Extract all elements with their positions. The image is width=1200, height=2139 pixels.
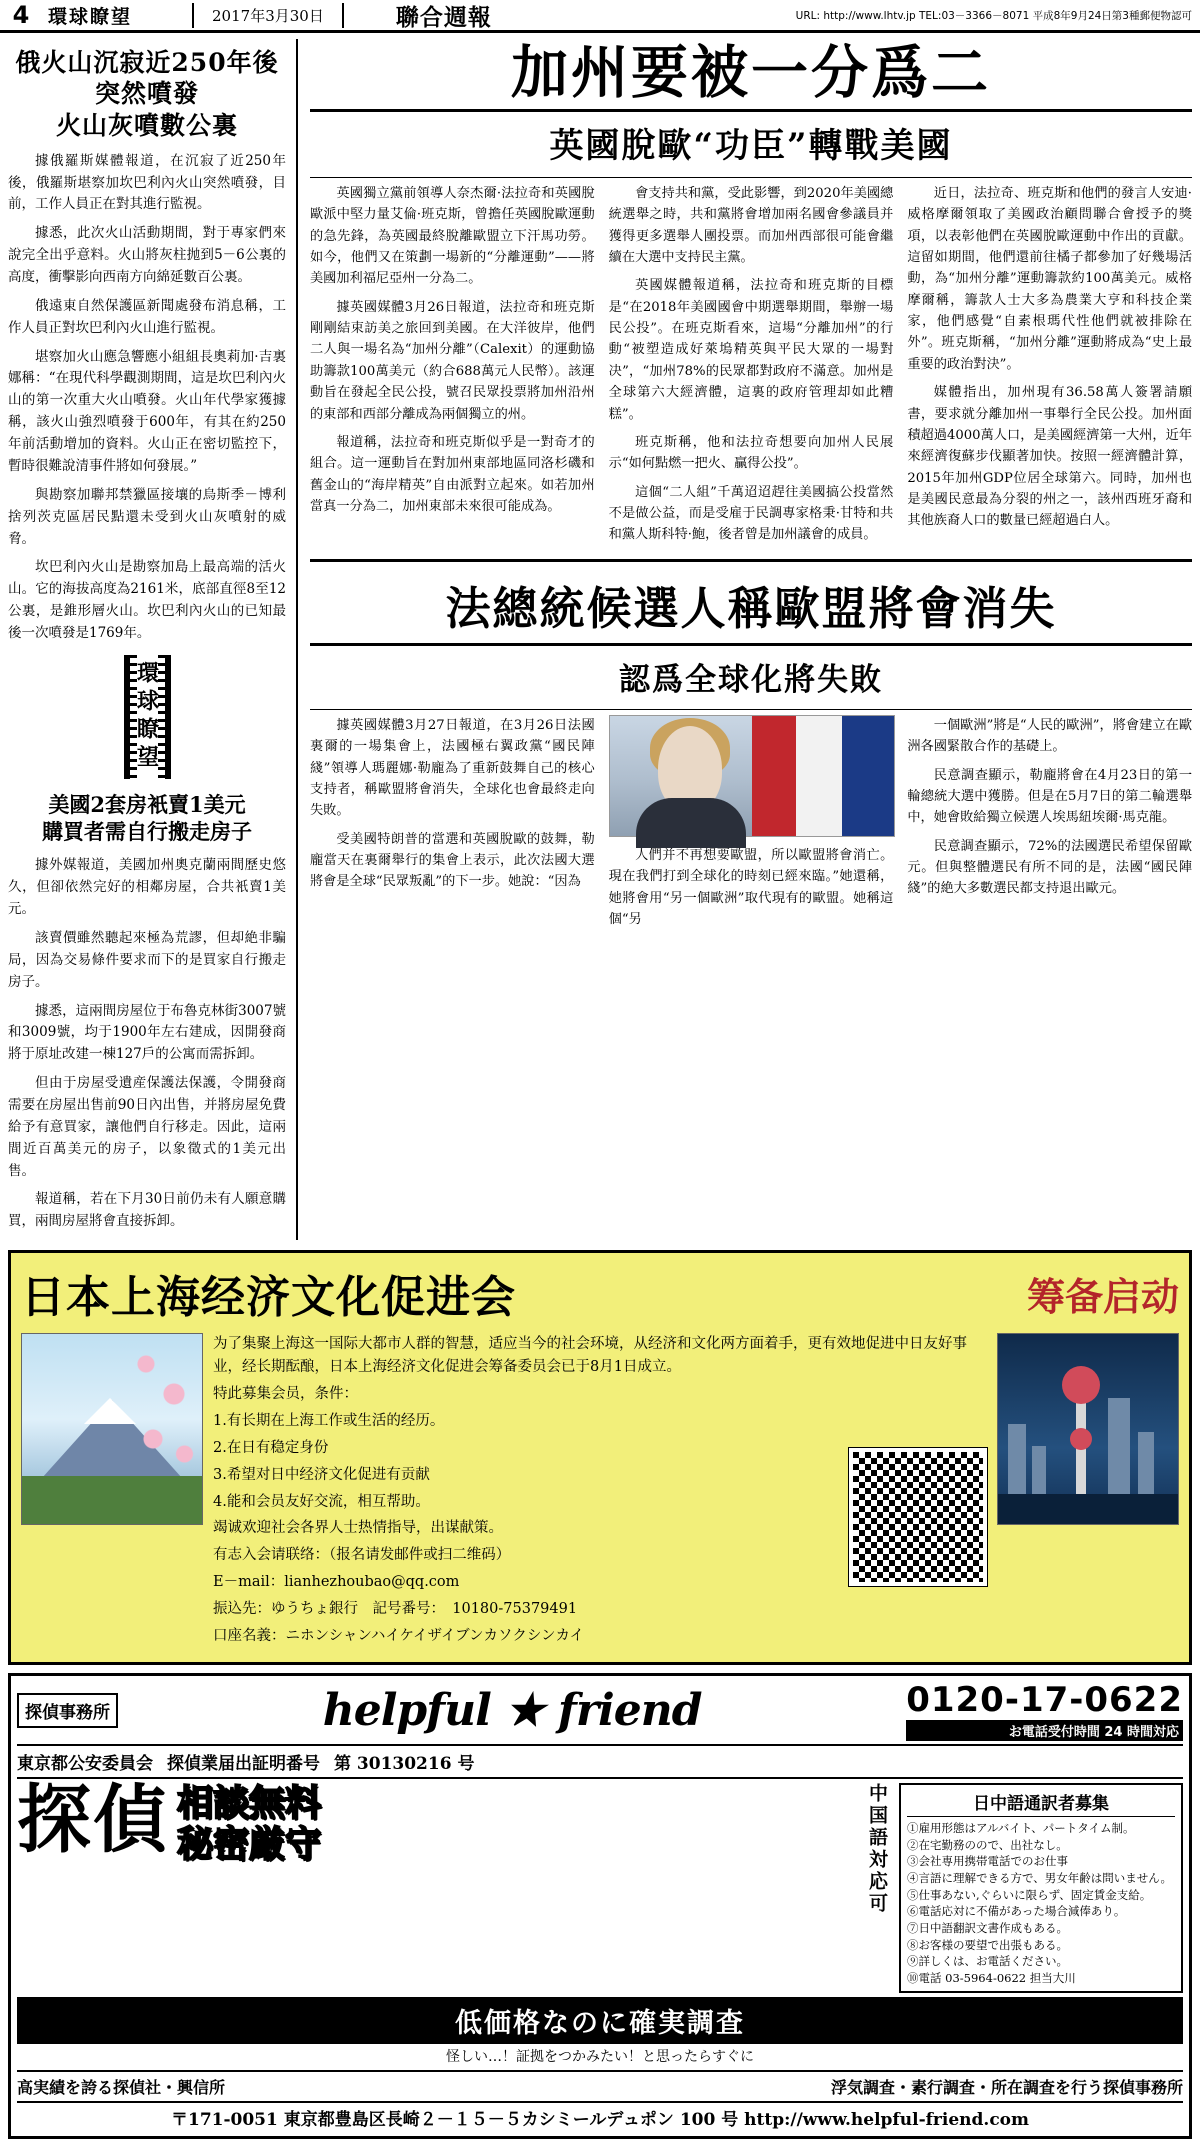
second-story-column-3 <box>907 715 1192 938</box>
job-item: ⑨詳しくは、お電話ください。 <box>907 1954 1068 1969</box>
divider <box>310 643 1192 646</box>
job-requirements-list <box>907 1820 1175 1987</box>
masthead-contact-info: URL: http://www.lhtv.jp TEL:03－3366－8071 平成8年9月24日第3種郵便物認可 <box>795 9 1192 22</box>
job-item: ⑤仕事あない,ぐらいに限らず、固定賃金支給。 <box>907 1887 1152 1902</box>
mount-fuji-photo <box>21 1333 203 1525</box>
ad-bank-info: 振込先：ゆうちょ銀行 記号番号： 10180-75379491 <box>213 1601 578 1618</box>
article-body <box>0 33 1200 1240</box>
phone-hours-note: お電話受付時間 24 時間対応 <box>906 1720 1183 1741</box>
vertical-logo-text: 環球瞭望 <box>124 655 171 779</box>
main-subhead: 英國脫歐“功臣”轉戰美國 <box>549 125 953 166</box>
job-item: ①雇用形態はアルバイト、パートタイム制。 <box>907 1821 1135 1836</box>
chinese-support-text: 中国語対応可 <box>866 1783 888 1916</box>
second-story-columns <box>310 715 1192 938</box>
issue-date: 2017年3月30日 <box>192 3 344 28</box>
flag-blue-stripe <box>842 716 894 836</box>
advertisement-shanghai-association[interactable] <box>8 1250 1192 1665</box>
paragraph: 近日，法拉奇、班克斯和他們的發言人安迪·威格摩爾領取了美國政治顧問聯合會授予的獎項，以表彰他們在英國脫歐運動中作出的貢獻。這留如期間，他們還前往橘子都參加了好幾場活動，為“加州分離”運動籌款約100萬美元。威格摩爾稱，籌款人士大多為農業大亨和科技企業家，他們感覺“自素根瑪代性他們就被排除在外”。班克斯稱，“加州分離”運動將成為“史上最重要的政治對決”。 <box>907 185 1193 372</box>
second-story-column-2 <box>609 715 894 938</box>
confidentiality-text: 秘密厳守 <box>177 1823 322 1866</box>
divider <box>310 559 1192 562</box>
building <box>1008 1424 1026 1494</box>
free-consultation-text: 相談無料 <box>177 1782 322 1825</box>
second-subhead: 認爲全球化將失敗 <box>619 661 883 698</box>
paragraph: 據英國媒體3月27日報道，在3月26日法國裏爾的一場集會上，法國極右翼政黨“國民陣綫”領導人瑪麗娜·勒龐為了重新鼓舞自己的核心支持者，稱歐盟將會消失，全球化也會最終走向失敗。 <box>310 717 595 819</box>
left-second-article-text <box>8 855 286 1233</box>
ad-contact-line: 有志入会请联络：（报名请发邮件或扫二维码） <box>213 1547 511 1564</box>
ad-content <box>21 1333 1179 1652</box>
license-organization: 東京都公安委員会 <box>17 1754 153 1775</box>
marine-le-pen-photo <box>609 715 896 837</box>
paragraph: 與勘察加聯邦禁獵區接壤的烏斯季－博利捨列茨克區居民點還未受到火山灰噴射的威脅。 <box>8 486 286 547</box>
ad-header <box>21 1261 1179 1325</box>
ad-intro: 为了集聚上海这一国际大都市人群的智慧，适应当今的社会环境，从经济和文化两方面着手，更有效地促进中日友好事业，经长期酝酿，日本上海经济文化促进会筹备委员会已于8月1日成立。 <box>213 1336 967 1376</box>
left-headline-line-2: 突然噴發 <box>94 79 199 109</box>
vertical-section-logo <box>8 655 286 779</box>
paragraph: 這個“二人組”千萬迢迢趕往美國搞公投當然不是做公益，而是受雇于民調專家格秉·甘特和共和黨人斯科特·鮑，後者曾是加州議會的成員。 <box>608 484 894 543</box>
paragraph: 班克斯稱，他和法拉奇想要向加州人民展示“如何點燃一把火、贏得公投”。 <box>608 434 894 472</box>
ad-welcome: 竭诚欢迎社会各界人士热情指导，出谋献策。 <box>213 1520 503 1537</box>
paragraph: 受美國特朗普的當選和英國脫歐的鼓舞，勒龐當天在裏爾舉行的集會上表示，此次法國大選將會是全球“民眾叛亂”的下一步。她說：“因為 <box>310 831 595 890</box>
qr-wrapper <box>849 1383 987 1652</box>
masthead <box>0 0 1200 33</box>
photo-body <box>636 798 746 848</box>
phone-number[interactable]: 0120-17-0622 <box>906 1680 1183 1721</box>
job-item: ③会社専用携帯電話でのお仕事 <box>907 1854 1068 1869</box>
ad-conditions-block <box>213 1383 839 1652</box>
left-second-headline-line-2: 購買者需自行搬走房子 <box>42 819 252 845</box>
paragraph: 據外媒報道，美國加州奧克蘭兩間歷史悠久，但卻依然完好的相鄰房屋，合共衹賣1美元。 <box>8 857 286 918</box>
phone-block[interactable] <box>906 1680 1183 1741</box>
detective-office-label: 探偵事務所 <box>17 1693 118 1728</box>
paragraph: 報道稱，法拉奇和班克斯似乎是一對奇才的組合。這一運動旨在對加州東部地區同洛杉磯和舊金山的“海岸精英”自由派對立起來。如若加州當真一分為二，加州東部未來很可能成為。 <box>310 434 595 515</box>
building <box>1032 1446 1046 1494</box>
paragraph: 人們并不再想要歐盟，所以歐盟將會消亡。現在我們打到全球化的時刻已經來臨。”她還稱，她將會用“另一個歐洲”取代現有的歐盟。她稱這個“另 <box>608 847 894 927</box>
paragraph: 堪察加火山應急響應小組組長奧莉加·吉裏娜稱：“在現代科學觀測期間，這是坎巴利內火山的第一次重大火山噴發。火山年代學家獲據稱，該火山強烈噴發于600年，有其在約250年前活動增加的資料。火山正在密切監控下，暫時很難說清事件將如何發展。” <box>8 348 286 474</box>
job-item: ⑦日中語翻訳文書作成もある。 <box>907 1921 1068 1936</box>
job-box-title: 日中語通訳者募集 <box>907 1789 1175 1817</box>
ad-footer <box>17 2070 1183 2098</box>
story-column-1 <box>310 183 595 553</box>
wechat-qr-code[interactable] <box>849 1448 987 1586</box>
page-number: 4 <box>12 1 30 29</box>
snow-cap <box>84 1398 136 1424</box>
footer-item: 浮気調査・素行調査・所在調査を行う探偵事務所 <box>830 2077 1183 2097</box>
left-column <box>8 39 298 1240</box>
ad-text-block <box>213 1333 987 1652</box>
left-headline <box>8 47 286 141</box>
tower-sphere-lower <box>1070 1428 1092 1450</box>
second-headline: 法總統候選人稱歐盟將會消失 <box>445 581 1057 635</box>
detective-big-word: 探偵 <box>17 1777 169 1864</box>
footer-item: 高実績を誇る探偵社・興信所 <box>17 2077 226 2097</box>
shanghai-skyline-photo <box>997 1333 1179 1525</box>
office-website[interactable]: http://www.helpful-friend.com <box>744 2109 1030 2130</box>
ad-email[interactable]: E－mail：lianhezhoubao@qq.com <box>213 1574 460 1591</box>
job-item: ⑥電話応対に不備があった場合減俸あり。 <box>907 1904 1126 1919</box>
building <box>1108 1398 1130 1494</box>
paragraph: 但由于房屋受遺産保護法保護，令開發商需要在房屋出售前90日內出售，并將房屋免費給予有意買家，讓他們自行移走。因此，這兩間近百萬美元的房子，以象徵式的1美元出售。 <box>8 1075 286 1179</box>
paragraph: 一個歐洲”將是“人民的歐洲”，將會建立在歐洲各國緊散合作的基礎上。 <box>907 717 1193 755</box>
left-article-text <box>8 151 286 645</box>
paper-name: 聯合週報 <box>395 3 492 31</box>
ad-conditions-title: 特此募集会员，条件： <box>213 1385 358 1402</box>
paragraph: 據悉，這兩間房屋位于布魯克林街3007號和3009號，均于1900年左右建成，因開發商將于原址改建一棟127戶的公寓而需拆卸。 <box>8 1002 286 1063</box>
ad-address-line <box>17 2101 1183 2130</box>
ad-condition-item: 1.有长期在上海工作或生活的经历。 <box>213 1412 445 1429</box>
paragraph: 英國獨立黨前領導人奈杰爾·法拉奇和英國脫歐派中堅力量艾倫·班克斯，曾擔任英國脫歐運動的急先鋒，為英國最終脫離歐盟立下汗馬功勞。如今，他們又在策劃一場新的“分離運動”——將美國加利福尼亞州一分為二。 <box>310 185 595 287</box>
flag-white-stripe <box>796 716 842 836</box>
story-column-2 <box>609 183 894 553</box>
paragraph: 據悉，此次火山活動期間，對于專家們來說完全出乎意料。火山將灰柱抛到5－6公裏的高度，衝擊影向西南方向綿延數百公裏。 <box>8 225 286 286</box>
ad-subtitle: 筹备启动 <box>1026 1273 1179 1319</box>
paragraph: 民意調查顯示，72%的法國選民希望保留歐元。但與整體選民有所不同的是，法國“國民陣綫”的絶大多數選民都支持退出歐元。 <box>907 838 1193 897</box>
interpreter-job-box[interactable] <box>899 1783 1183 1993</box>
job-item: ⑧お客様の要望で出張もある。 <box>907 1937 1068 1952</box>
main-headline: 加州要被一分爲二 <box>511 39 991 106</box>
paragraph: 坎巴利內火山是勘察加島上最高端的活火山。它的海拔高度為2161米，底部直徑8至12公裏，是錐形層火山。坎巴利內火山的已知最後一次噴發是1769年。 <box>8 559 286 641</box>
ad-title: 日本上海经济文化促进会 <box>21 1272 516 1324</box>
ad-condition-item: 4.能和会员友好交流，相互帮助。 <box>213 1493 430 1510</box>
left-second-headline <box>8 791 286 846</box>
cherry-blossom <box>132 1334 202 1484</box>
job-item: ⑩電話 03-5964-0622 担当大川 <box>907 1971 1076 1986</box>
river-water <box>998 1494 1178 1524</box>
ad-tagline: 怪しい…！証拠をつかみたい！と思ったらすぐに <box>446 2048 754 2065</box>
left-headline-line-3: 火山灰噴數公裏 <box>55 110 238 140</box>
divider <box>310 177 1192 178</box>
paragraph: 民意調查顯示，勒龐將會在4月23日的第一輪總統大選中獲勝。但是在5月7日的第二輪選舉中，她會敗給獨立候選人埃馬紐埃爾·馬克龍。 <box>907 767 1193 826</box>
paragraph: 俄遠東自然保護區新聞處發布消息稱，工作人員正對坎巴利內火山進行監視。 <box>8 297 286 336</box>
office-address: 〒171-0051 東京都豊島区長崎２－１５－５カシミールデュポン 100 号 <box>170 2109 739 2130</box>
ad-condition-item: 3.希望对日中经济文化促进有贡献 <box>213 1466 430 1483</box>
story-column-3 <box>907 183 1192 553</box>
left-headline-line-1: 俄火山沉寂近250年後 <box>15 48 279 77</box>
ad-body-row <box>213 1383 987 1652</box>
paragraph: 媒體指出，加州現有36.58萬人簽署請願書，要求就分離加州一事舉行全民公投。加州面積超過4000萬人口，是美國經濟第一大州，近年來經濟復蘇步伐顯著加快。按照一經濟體計算，2015年加州GDP位居全球第六。同時，加州也是美國民意最為分裂的州之一，該州西班牙裔和其他族裔人口的數量已經超過白人。 <box>907 385 1193 529</box>
price-banner: 低価格なのに確実調査 <box>17 1997 1183 2044</box>
divider <box>310 109 1192 112</box>
paragraph: 英國媒體報道稱，法拉奇和班克斯的目標是“在2018年美國國會中期選舉期間，舉辦一場民公投”。在班克斯看來，這場“分離加州”的行動“被塑造成好萊塢精英與平民大眾的一場對决”，“加州78%的民眾都對政府不滿意。加州是全球第六大經濟體，這裏的政府管理却如此糟糕”。 <box>608 278 894 422</box>
ad-condition-item: 2.在日有稳定身份 <box>213 1439 329 1456</box>
license-number: 第 30130216 号 <box>334 1754 475 1775</box>
ad-detective-main <box>17 1779 1183 1993</box>
advertisement-detective-agency[interactable] <box>8 1673 1192 2139</box>
paragraph: 報道稱，若在下月30日前仍未有人願意購買，兩間房屋將會直接拆卸。 <box>8 1191 286 1230</box>
license-row <box>17 1746 1183 1779</box>
second-story-column-1 <box>310 715 595 938</box>
tower-sphere-upper <box>1062 1366 1100 1404</box>
section-title: 環球瞭望 <box>48 5 133 28</box>
paragraph: 會支持共和黨，受此影響，到2020年美國總統選舉之時，共和黨將會增加兩名國會參議員并獲得更多選舉人團投票。而加州西部很可能會繼續在大選中支持民主黨。 <box>608 185 894 265</box>
right-column <box>298 39 1192 1240</box>
ad-account-name: 口座名義：ニホンシャンハイケイザイブンカソクシンカイ <box>213 1628 585 1645</box>
paragraph: 據英國媒體3月26日報道，法拉奇和班克斯剛剛結束訪美之旅回到美國。在大洋彼岸，他們二人與一場名為“加州分離”（Calexit）的運動協助籌款100萬美元（約合688萬元人民幣）。該運動旨在發起全民公投，號召民眾投票將加州沿州的東部和西部分離成為兩個獨立的州。 <box>310 299 595 422</box>
paragraph: 據俄羅斯媒體報道，在沉寂了近250年後，俄羅斯堪察加坎巴利內火山突然噴發，目前，工作人員正在對其進行監視。 <box>8 152 286 213</box>
job-item: ②在宅勤務のので、出社なし。 <box>907 1837 1068 1852</box>
divider <box>310 709 1192 710</box>
helpful-friend-logo: helpful ★ friend <box>322 1685 702 1737</box>
license-label: 探偵業届出証明番号 <box>167 1754 320 1775</box>
building <box>1138 1432 1154 1494</box>
flag-red-stripe <box>752 716 796 836</box>
job-item: ④言語に理解できる方で、男女年齢は問いません。 <box>907 1871 1172 1886</box>
ad-detective-header <box>17 1680 1183 1746</box>
paragraph: 該賣價雖然聽起來極為荒謬，但却絶非騙局，因為交易條件要求而下的是買家自行搬走房子。 <box>8 929 286 990</box>
main-story-columns <box>310 183 1192 553</box>
outline-text-block <box>177 1783 856 1993</box>
left-second-headline-line-1: 美國2套房衹賣1美元 <box>48 791 246 817</box>
